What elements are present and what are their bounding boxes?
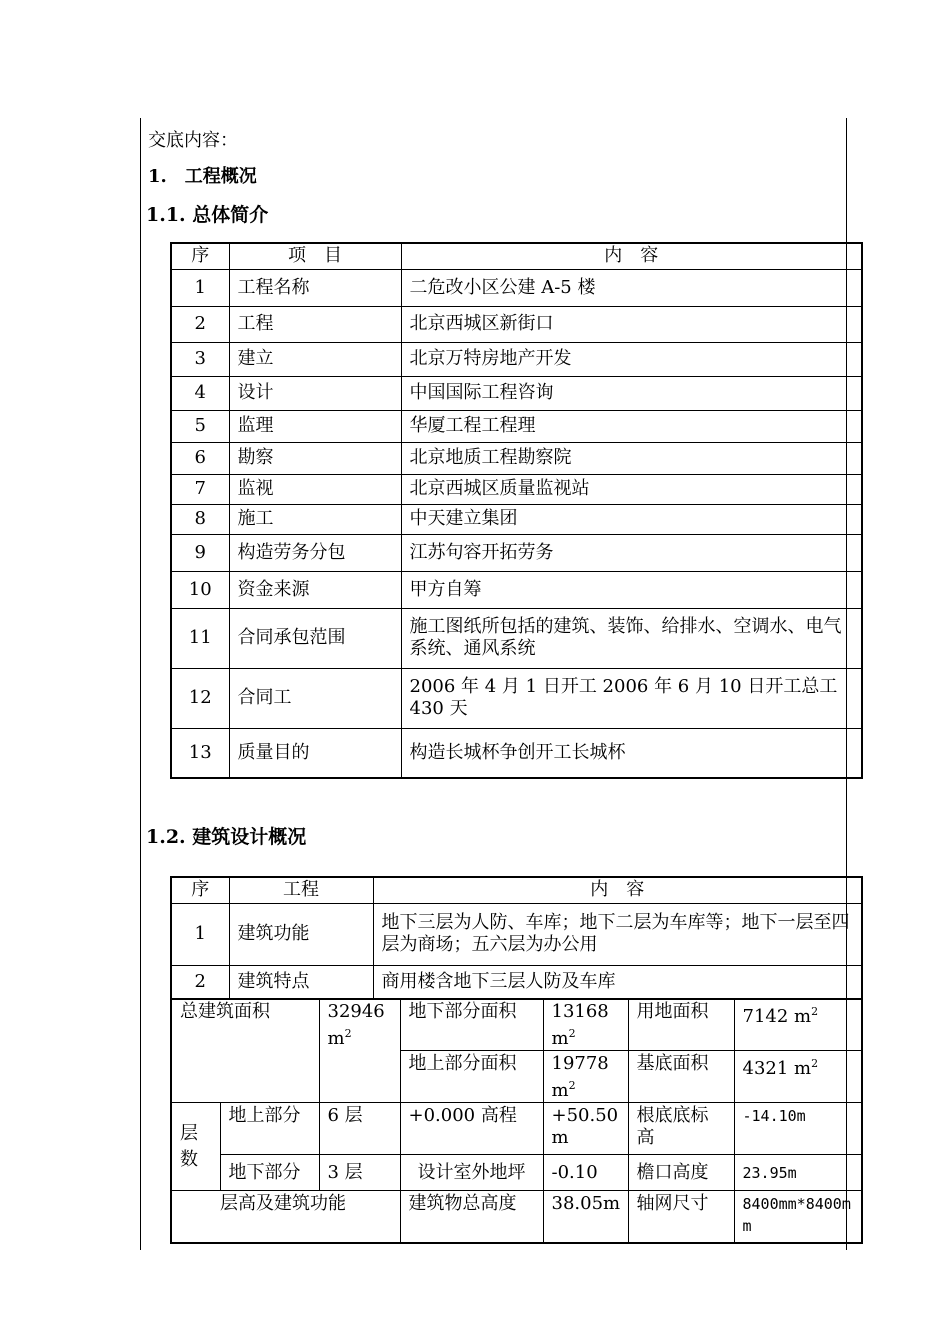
header-item: 项 目 [229,243,401,269]
table-row [171,504,862,534]
root-elevation-label: 根底底标高 [628,1103,734,1155]
header-no: 序 [171,243,229,269]
row-content: 江苏句容开拓劳务 [401,534,862,571]
height-function-label: 层高及建筑功能 [171,1191,400,1243]
table-row [171,608,862,668]
table-row [171,903,862,965]
page-left-border [140,118,141,1250]
table-row [171,410,862,442]
row-no: 7 [171,474,229,504]
row-item: 质量目的 [229,728,401,778]
total-height-label: 建筑物总高度 [400,1191,543,1243]
table-row [171,442,862,474]
row-content: 中天建立集团 [401,504,862,534]
row-content: 地下三层为人防、车库；地下二层为车库等；地下一层至四层为商场；五六层为办公用 [373,903,862,965]
table-row [171,534,862,571]
row-content: 中国国际工程咨询 [401,376,862,410]
above-area-value: 19778 $m^2$ [543,1051,628,1103]
under-area-value: 13168 $m^2$ [543,999,628,1051]
row-item: 工程 [229,306,401,342]
elevation-label: +0.000 高程 [400,1103,543,1155]
table-row [171,668,862,728]
table-row [171,474,862,504]
above-floors-label: 地上部分 [220,1103,319,1155]
outdoor-level-label: 设计室外地坪 [400,1155,543,1191]
row-content: 华厦工程工程理 [401,410,862,442]
base-area-value: 4321 $m^2$ [734,1051,862,1103]
row-item: 施工 [229,504,401,534]
row-content: 北京西城区质量监视站 [401,474,862,504]
table-row [171,376,862,410]
section-1-2-heading: 1.2. 建筑设计概况 [146,826,307,848]
row-content: 施工图纸所包括的建筑、装饰、给排水、空调水、电气系统、通风系统 [401,608,862,668]
eave-height-value: 23.95m [734,1155,862,1191]
row-content: 北京地质工程勘察院 [401,442,862,474]
row-content: 二危改小区公建 A-5 楼 [401,269,862,306]
base-area-label: 基底面积 [628,1051,734,1103]
under-area-label: 地下部分面积 [400,999,543,1051]
above-floors-value: 6 层 [319,1103,400,1155]
row-content: 甲方自筹 [401,571,862,608]
row-content: 商用楼含地下三层人防及车库 [373,965,862,999]
table-row [171,342,862,376]
section-1-heading: 1. 工程概况 [148,166,257,187]
row-no: 12 [171,668,229,728]
below-floors-label: 地下部分 [220,1155,319,1191]
row-no: 8 [171,504,229,534]
design-table-top [170,876,863,1000]
table-row [171,965,862,999]
design-header-item: 工程 [229,877,373,903]
table-header-row [171,243,862,269]
eave-height-label: 檐口高度 [628,1155,734,1191]
total-area-label: 总建筑面积 [171,999,319,1103]
row-item: 建立 [229,342,401,376]
table-row [171,306,862,342]
row-item: 建筑功能 [229,903,373,965]
row-no: 13 [171,728,229,778]
row-item: 监理 [229,410,401,442]
above-area-label: 地上部分面积 [400,1051,543,1103]
header-content: 内 容 [401,243,862,269]
overview-table [170,242,863,779]
total-height-value: 38.05m [543,1191,628,1243]
row-item: 合同工 [229,668,401,728]
design-table-bottom [170,998,863,1244]
row-no: 4 [171,376,229,410]
design-header-no: 序 [171,877,229,903]
elevation-value: +50.50 m [543,1103,628,1155]
row-content: 构造长城杯争创开工长城杯 [401,728,862,778]
row-item: 勘察 [229,442,401,474]
table-row [171,269,862,306]
row-no: 6 [171,442,229,474]
below-floors-value: 3 层 [319,1155,400,1191]
row-item: 资金来源 [229,571,401,608]
root-elevation-value: -14.10m [734,1103,862,1155]
grid-size-value: 8400mm*8400mm [734,1191,862,1243]
intro-label: 交底内容： [148,130,238,151]
row-no: 9 [171,534,229,571]
section-1-1-heading: 1.1. 总体简介 [146,204,269,226]
row-content: 北京西城区新街口 [401,306,862,342]
row-no: 3 [171,342,229,376]
row-no: 2 [171,965,229,999]
row-no: 1 [171,269,229,306]
row-no: 10 [171,571,229,608]
outdoor-level-value: -0.10 [543,1155,628,1191]
land-area-label: 用地面积 [628,999,734,1051]
row-item: 构造劳务分包 [229,534,401,571]
grid-size-label: 轴网尺寸 [628,1191,734,1243]
row-no: 11 [171,608,229,668]
row-no: 5 [171,410,229,442]
row-item: 工程名称 [229,269,401,306]
row-no: 2 [171,306,229,342]
row-no: 1 [171,903,229,965]
row-item: 设计 [229,376,401,410]
total-area-value: 32946 $m^2$ [319,999,400,1103]
design-header-content: 内 容 [373,877,862,903]
row-content: 2006 年 4 月 1 日开工 2006 年 6 月 10 日开工总工 430 天 [401,668,862,728]
row-content: 北京万特房地产开发 [401,342,862,376]
table-row [171,571,862,608]
floors-label: 层数 [171,1103,220,1191]
row-item: 合同承包范围 [229,608,401,668]
table-row [171,728,862,778]
row-item: 监视 [229,474,401,504]
land-area-value: 7142 $m^2$ [734,999,862,1051]
row-item: 建筑特点 [229,965,373,999]
